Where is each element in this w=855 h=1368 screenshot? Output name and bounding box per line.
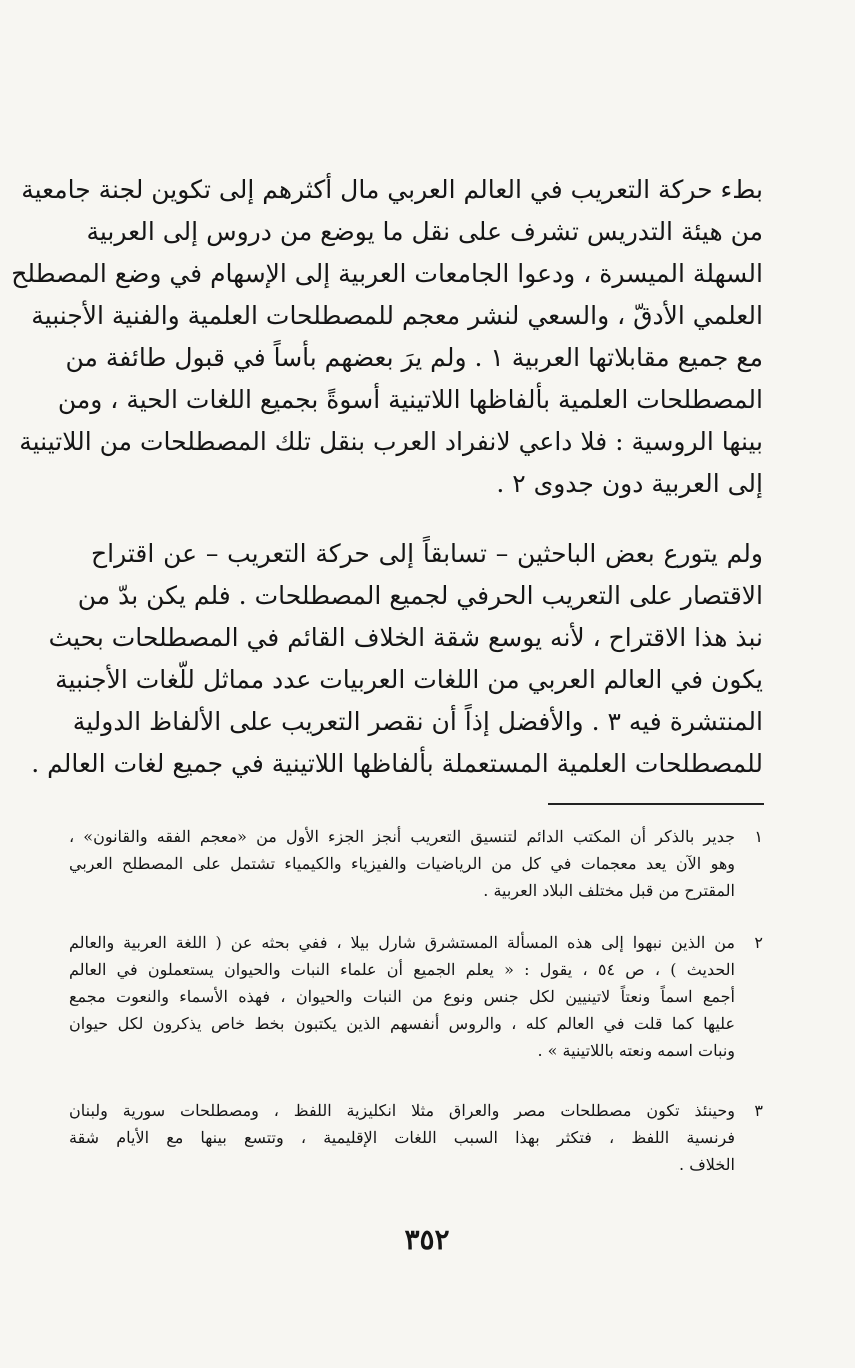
- footnote-2-line-1: من الذين نبهوا إلى هذه المسألة المستشرق شارل بيلا ، ففي بحثه عن ( اللغة العربية والعالم: [69, 933, 735, 952]
- paragraph-2-line-2: الاقتصار على التعريب الحرفي لجميع المصطلحات . فلم يكن بدّ من: [77, 581, 763, 610]
- footnote-1-number: ١: [754, 827, 763, 846]
- paragraph-2-line-4: يكون في العالم العربي من اللغات العربيات عدد مماثل للّغات الأجنبية: [55, 665, 763, 694]
- paragraph-1-line-7: بينها الروسية : فلا داعي لانفراد العرب بنقل تلك المصطلحات من اللاتينية: [19, 427, 763, 456]
- footnote-3-number: ٣: [754, 1101, 763, 1120]
- footnote-2-line-2: الحديث ) ، ص ٥٤ ، يقول : « يعلم الجميع أن علماء النبات والحيوان يستعملون في العالم: [69, 960, 736, 979]
- paragraph-1-line-2: من هيئة التدريس تشرف على نقل ما يوضع من دروس إلى العربية: [86, 217, 763, 246]
- page-number: ٣٥٢: [404, 1223, 450, 1256]
- paragraph-1-line-4: العلمي الأدقّ ، والسعي لنشر معجم للمصطلحات العلمية والفنية الأجنبية: [31, 301, 763, 330]
- paragraph-1-line-1: بطء حركة التعريب في العالم العربي مال أكثرهم إلى تكوين لجنة جامعية: [21, 175, 763, 204]
- footnote-2-line-4: عليها كما قلت في العالم كله ، والروس أنفسهم الذين يكتبون بخط خاص يذكرون لكل حيوان: [69, 1014, 735, 1033]
- footnote-1-line-2: وهو الآن يعد معجمات في كل من الرياضيات والفيزياء والكيمياء تشتمل على المصطلح العربي: [69, 854, 735, 873]
- paragraph-2-line-1: ولم يتورع بعض الباحثين – تسابقاً إلى حركة التعريب – عن اقتراح: [91, 539, 763, 568]
- footnote-1-line-3: المقترح من قبل مختلف البلاد العربية .: [483, 881, 735, 900]
- paragraph-2-line-5: المنتشرة فيه ٣ . والأفضل إذاً أن نقصر التعريب على الألفاظ الدولية: [72, 707, 763, 736]
- footnote-3-line-1: وحينئذ تكون مصطلحات مصر والعراق مثلا انكليزية اللفظ ، ومصطلحات سورية ولبنان: [69, 1101, 735, 1120]
- paragraph-2-line-6: للمصطلحات العلمية المستعملة بألفاظها اللاتينية في جميع لغات العالم .: [31, 749, 763, 778]
- footnote-separator: [548, 803, 764, 805]
- footnote-3-line-2: فرنسية اللفظ ، فتكثر بهذا السبب اللغات الإقليمية ، وتتسع بينها مع الأيام شقة: [69, 1128, 736, 1147]
- paragraph-2-line-3: نبذ هذا الاقتراح ، لأنه يوسع شقة الخلاف القائم في المصطلحات بحيث: [48, 623, 763, 652]
- footnote-3-line-3: الخلاف .: [679, 1155, 735, 1174]
- paragraph-1-line-3: السهلة الميسرة ، ودعوا الجامعات العربية إلى الإسهام في وضع المصطلح: [11, 259, 763, 288]
- paragraph-1-line-6: المصطلحات العلمية بألفاظها اللاتينية أسوةً بجميع اللغات الحية ، ومن: [57, 385, 763, 414]
- footnote-2-number: ٢: [754, 933, 763, 952]
- footnote-1-line-1: جدير بالذكر أن المكتب الدائم لتنسيق التعريب أنجز الجزء الأول من «معجم الفقه والقانون» ،: [69, 827, 735, 846]
- footnote-2-line-3: أجمع اسماً ونعتاً لاتينيين لكل جنس ونوع من النبات والحيوان ، فهذه الأسماء والنعوت مجمع: [69, 987, 735, 1006]
- paragraph-1-line-8: إلى العربية دون جدوى ٢ .: [496, 469, 763, 498]
- paragraph-1-line-5: مع جميع مقابلاتها العربية ١ . ولم يرَ بعضهم بأساً في قبول طائفة من: [65, 343, 763, 372]
- footnote-2-line-5: ونبات اسمه ونعته باللاتينية » .: [537, 1041, 735, 1060]
